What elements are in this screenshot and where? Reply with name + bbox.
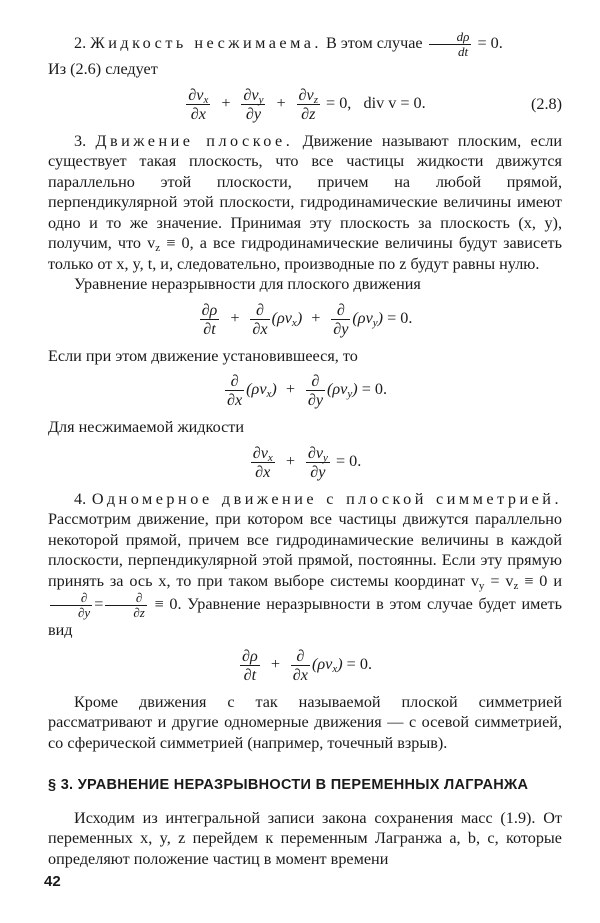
paragraph-other-1d: Кроме движения с так называемой плоской симметрией рассматривают и другие одномерные движения — с осевой симметрией, со сферической симметрией (например, точечный взрыв). (48, 692, 562, 752)
paragraph-incompressible-fluid: Для несжимаемой жидкости (48, 418, 244, 436)
paragraph-incompressible (48, 30, 562, 59)
equation-incompressible-plane: $\frac{\partial v_x}{\partial x}$ + $\frac{\partial v_y}{\partial y}$ = 0. (252, 443, 362, 481)
equation-steady-continuity: $\frac{\partial}{\partial x}$ $(\rho v_x)$ + $\frac{\partial}{\partial y}$ $(\rho v_y) = 0$. (226, 372, 388, 409)
text: В этом случае (326, 34, 423, 53)
spaced-term: Движение плоское. (95, 131, 294, 150)
equation-number: (2.8) (530, 94, 562, 113)
equation-2-8: $\frac{\partial v_x}{\partial x}$ + $\frac{\partial v_y}{\partial y}$ + $\frac{\partial v_z}{\partial z}$ = 0, div v = 0. (2.8) (188, 85, 562, 123)
fraction-dvz-dz: $\frac{\partial v_z}{\partial z}$ (298, 85, 318, 123)
section-heading: § 3. УРАВНЕНИЕ НЕРАЗРЫВНОСТИ В ПЕРЕМЕННЫХ ЛАГРАНЖА (48, 777, 529, 793)
fraction-dvy-dy: $\frac{\partial v_y}{\partial y}$ (243, 85, 264, 123)
item-number: 2. (74, 34, 87, 53)
spaced-term: Жидкость несжимаема. (90, 34, 322, 53)
fraction-dvx-dx: $\frac{\partial v_x}{\partial x}$ (188, 85, 209, 123)
fraction-drho-dt: $\frac{d\rho}{dt}$ (429, 30, 472, 59)
page-body (48, 30, 562, 869)
spaced-term: Одномерное движение с плоской симметрией. (91, 489, 562, 508)
equation-plane-continuity: $\frac{\partial\rho}{\partial t}$ + $\frac{\partial}{\partial x}$ $(\rho v_x)$ + $\frac{\partial}{\partial y}$ $(\rho v_y) = 0$. (201, 300, 413, 338)
paragraph-plane-equation-intro: Уравнение неразрывности для плоского движения (74, 275, 421, 293)
line-follows: Из (2.6) следует (48, 60, 158, 78)
text: = 0. (477, 34, 503, 53)
paragraph-plane-motion: 3. Движение плоское. Движение называют плоским, если существует такая плоскость, что все частицы жидкости движутся параллельно этой плоскости, причем на любой прямой, перпендикулярной этой плоскости, гидродинамические величины имеют одно и то же значение. Принимая эту плоскость за плоскость (x, y), получим, что $v_z \equiv 0$, а все гидродинамические величины будут зависеть только от x, y, t, и, следовательно, производные по z будут равны нулю. (48, 131, 562, 273)
equation-one-dimensional: $\frac{\partial\rho}{\partial t}$ + $\frac{\partial}{\partial x}$ $(\rho v_x) = 0$. (241, 646, 372, 684)
page-number: 42 (44, 873, 61, 890)
paragraph-steady: Если при этом движение установившееся, то (48, 346, 358, 365)
paragraph-one-dimensional: 4. Одномерное движение с плоской симметрией. Рассмотрим движение, при котором все частицы движутся параллельно некоторой прямой, причем все гидродинамические величины в каждой плоскости, перпендикулярной этой прямой, постоянны. Если эту прямую принять за ось x, то при таком выборе системы координат $v_y = v_z \equiv 0$ и $\frac{\partial}{\partial y}$ = $\frac{\partial}{\partial z}$ ≡ 0. Уравнение неразрывности в этом случае будет иметь вид (48, 489, 562, 639)
paragraph-lagrange: Исходим из интегральной записи закона сохранения масс (1.9). От переменных x, y, z перейдем к переменным Лагранжа a, b, c, которые определяют положение частиц в момент времени (48, 808, 562, 868)
